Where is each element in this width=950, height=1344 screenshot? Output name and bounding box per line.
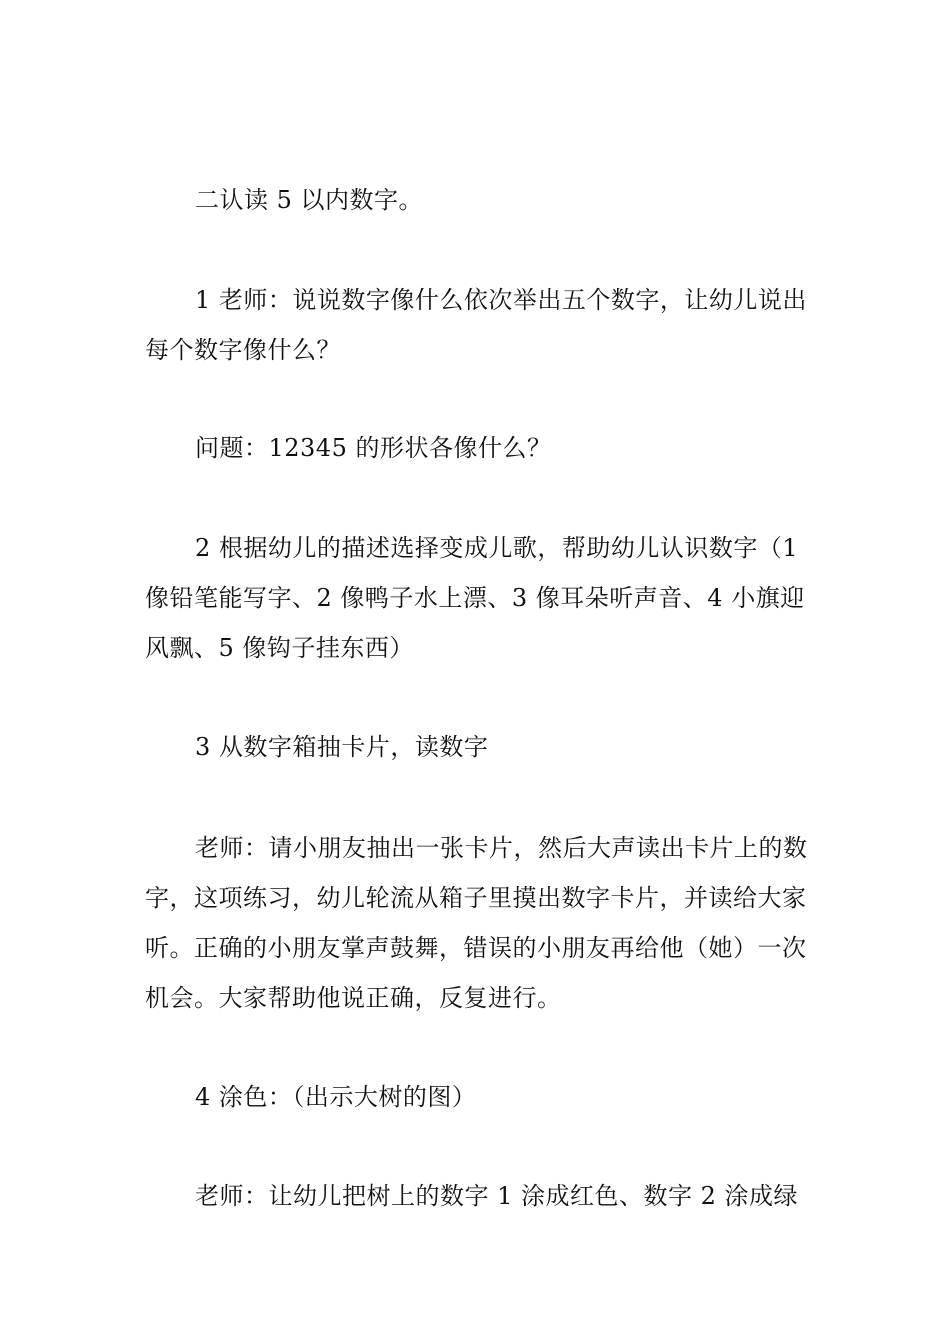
- paragraph-2: 1 老师：说说数字像什么依次举出五个数字，让幼儿说出每个数字像什么？: [145, 286, 807, 364]
- paragraph-5: 3 从数字箱抽卡片，读数字: [195, 733, 489, 761]
- paragraph-6: 老师：请小朋友抽出一张卡片，然后大声读出卡片上的数字，这项练习，幼儿轮流从箱子里摸出数字卡片，并读给大家听。正确的小朋友掌声鼓舞，错误的小朋友再给他（她）一次机会。大家帮助他说正确，反复进行。: [145, 834, 808, 1012]
- paragraph-1: 二认读 5 以内数字。: [195, 186, 424, 214]
- paragraph-4: 2 根据幼儿的描述选择变成儿歌，帮助幼儿认识数字（1 像铅笔能写字、2 像鸭子水上漂、3 像耳朵听声音、4 小旗迎风飘、5 像钩子挂东西）: [145, 534, 805, 662]
- paragraph-3: 问题：12345 的形状各像什么？: [195, 434, 552, 462]
- paragraph-8: 老师：让幼儿把树上的数字 1 涂成红色、数字 2 涂成绿: [195, 1182, 799, 1210]
- paragraph-7: 4 涂色：（出示大树的图）: [195, 1083, 477, 1111]
